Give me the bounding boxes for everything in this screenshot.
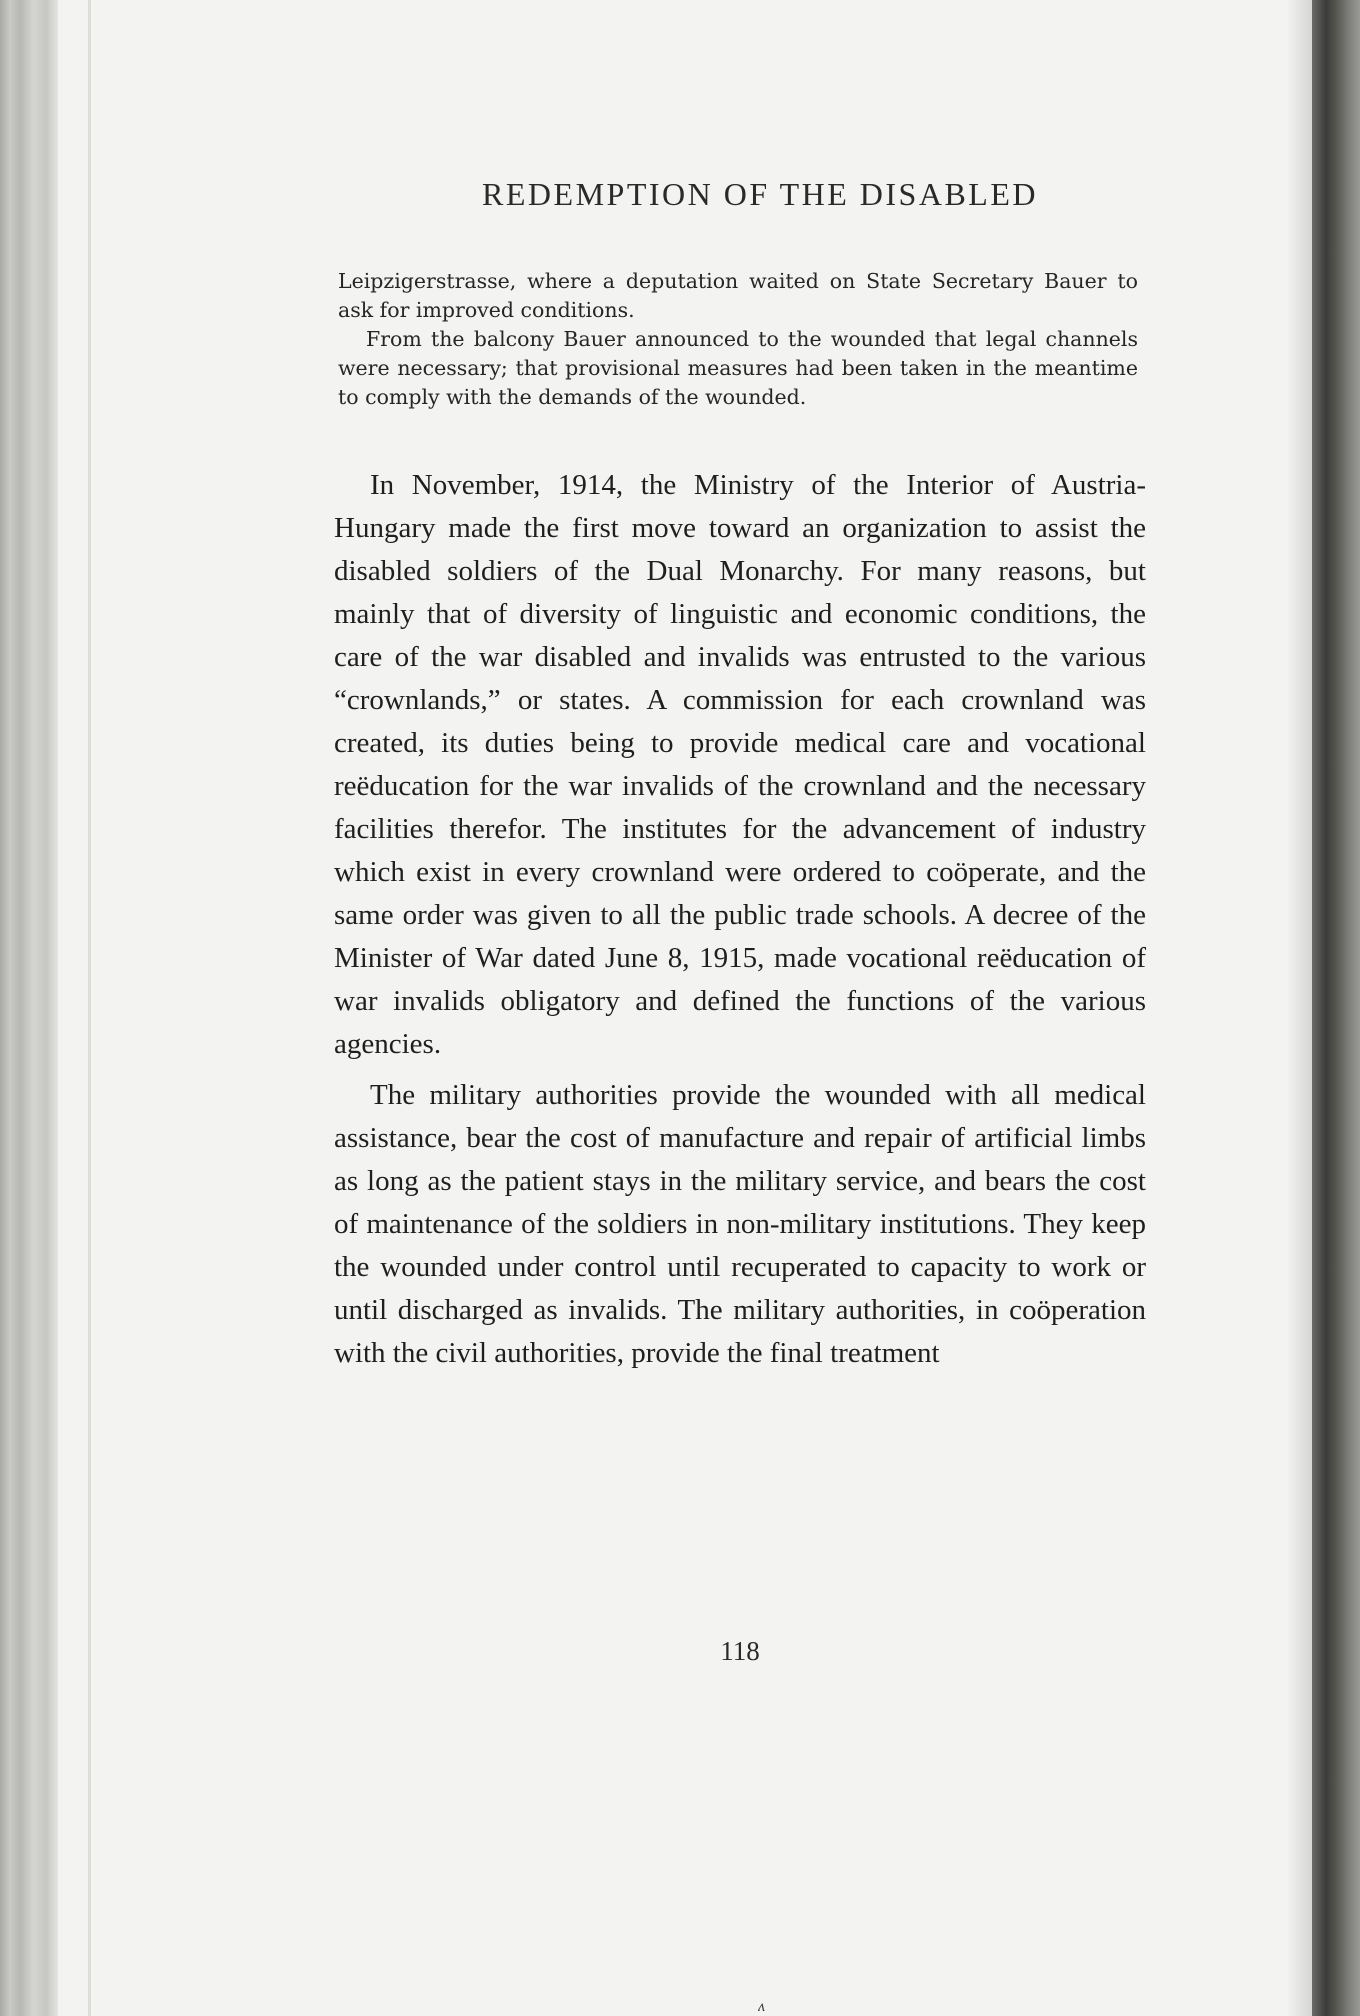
page-number: 118	[720, 1636, 760, 1666]
quote-paragraph: Leipzigerstrasse, where a deputation waited on State Secretary Bauer to ask for improved conditions.	[338, 269, 1138, 322]
running-head: REDEMPTION OF THE DISABLED	[482, 176, 1038, 212]
page-shadow-right	[1286, 0, 1312, 2016]
body-paragraph: The military authorities provide the wounded with all medical assistance, bear the cost of manufacture and repair of artificial limbs as long as the patient stays in the military service, and bears the cost of maintenance of the soldiers in non-military institutions. They keep the wounded under control until recuperated to capacity to work or until discharged as invalids. The military authorities, in coöperation with the civil authorities, provide the final treatment	[334, 1079, 1146, 1369]
body-paragraph: In November, 1914, the Ministry of the Interior of Austria-Hungary made the first move toward an organization to assist the disabled soldiers of the Dual Monarchy. For many reasons, but mainly that of diversity of linguistic and economic conditions, the care of the war disabled and invalids was entrusted to the various “crownlands,” or states. A commission for each crownland was created, its duties being to provide medical care and vocational reëducation for the war invalids of the crownland and the necessary facilities therefor. The institutes for the advancement of industry which exist in every crownland were ordered to coöperate, and the same order was given to all the public trade schools. A decree of the Minister of War dated June 8, 1915, made vocational reëducation of war invalids obligatory and defined the functions of the various agencies.	[334, 469, 1146, 1060]
book-edge-left	[0, 0, 58, 2016]
book-page	[334, 176, 1146, 1383]
body-text	[334, 464, 1146, 1375]
block-quote	[338, 267, 1138, 412]
quote-paragraph: From the balcony Bauer announced to the wounded that legal channels were necessary; that provisional measures had been taken in the meantime to comply with the demands of the wounded.	[338, 327, 1138, 409]
page-gutter-line	[88, 0, 91, 2016]
book-edge-right	[1312, 0, 1360, 2016]
scan-artifact-mark: ʌ	[758, 1998, 766, 2015]
